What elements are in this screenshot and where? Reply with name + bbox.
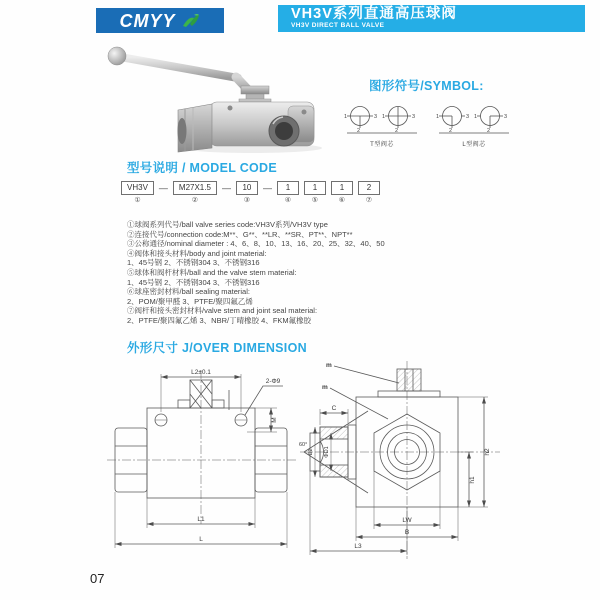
page-title-banner — [278, 5, 585, 32]
symbol-l-caption: L型阀芯 — [462, 142, 486, 148]
model-code-dash: — — [262, 183, 272, 193]
model-code-index: ② — [191, 197, 199, 204]
port-label: 1 — [436, 114, 440, 120]
symbol-group-t — [344, 102, 420, 148]
port-label: 1 — [344, 114, 348, 120]
model-code-box: VH3V — [121, 181, 154, 195]
model-code-index: ⑦ — [365, 197, 373, 204]
model-code-item — [173, 181, 217, 205]
note-line: ⑤球体和阀杆材料/ball and the valve stem material: — [127, 267, 297, 277]
dim-label-h1: h1 — [469, 476, 476, 484]
angle-label: 60° — [299, 442, 308, 448]
dim-label-l1: L1 — [197, 516, 205, 523]
model-code-box: 10 — [236, 181, 258, 195]
model-code-box: M27X1.5 — [173, 181, 217, 195]
side-view-svg — [298, 353, 503, 571]
page-number: 07 — [90, 571, 105, 586]
model-code-box: 1 — [277, 181, 299, 195]
dim-label-m: M — [271, 417, 278, 423]
dim-label-h2: h2 — [484, 448, 491, 456]
page-title-en: VH3V DIRECT BALL VALVE — [291, 22, 385, 29]
model-code-dash: — — [221, 183, 231, 193]
model-code-notes — [127, 220, 477, 326]
dim-label-c: C — [331, 405, 337, 412]
note-line: 1、45号钢 2、不锈钢304 3、不锈钢316 — [127, 258, 260, 268]
note-line: ②连接代号/connection code:M**、G**、**LR、**SR、PT**、NPT** — [127, 229, 353, 239]
model-code-row — [121, 181, 380, 205]
model-code-box: 2 — [358, 181, 380, 195]
dim-label-l2: L2±0.1 — [191, 369, 211, 376]
valve-photo-svg — [92, 44, 332, 156]
model-code-item — [236, 181, 258, 205]
front-view-svg — [105, 358, 300, 570]
model-code-box: 1 — [331, 181, 353, 195]
model-code-item — [358, 181, 380, 205]
model-code-index: ④ — [284, 197, 292, 204]
model-code-index: ① — [134, 197, 141, 204]
dim-label-d2: D2 — [308, 448, 314, 456]
note-line: 2、POM/聚甲醛 3、PTFE/聚四氟乙烯 — [127, 296, 253, 306]
note-line: ①球阀系列代号/ball valve series code:VH3V系列/VH3V type — [127, 220, 328, 229]
port-label: 2 — [395, 128, 399, 134]
model-code-item — [277, 181, 299, 205]
logo-bird-icon — [181, 12, 201, 30]
side-view-drawing — [298, 353, 503, 571]
dim-label-l: L — [199, 536, 203, 543]
dimension-heading: 外形尺寸 J/OVER DIMENSION — [127, 341, 307, 355]
model-code-item — [331, 181, 353, 205]
page-title-cn: VH3V系列直通高压球阀 — [291, 6, 457, 22]
port-label: 2 — [449, 128, 453, 134]
note-line: ④阀体和接头材料/body and joint material: — [127, 248, 267, 258]
dim-label-b: B — [404, 529, 410, 536]
symbol-group-l — [436, 102, 512, 148]
dim-label-holes: 2-Φ9 — [265, 378, 281, 385]
note-line: ⑦阀杆和接头密封材料/valve stem and joint seal material: — [127, 306, 318, 316]
label-hex-thread: m — [322, 384, 328, 391]
label-stem-thread: m — [326, 362, 332, 369]
model-code-heading: 型号说明 / MODEL CODE — [127, 161, 278, 175]
model-code-dash: — — [158, 183, 168, 193]
symbol-section-heading: 图形符号/SYMBOL: — [369, 79, 484, 93]
model-code-box: 1 — [304, 181, 326, 195]
dim-label-lw: LW — [402, 517, 412, 524]
model-code-index: ⑤ — [311, 197, 319, 204]
port-label: 1 — [382, 114, 386, 120]
port-label: 3 — [412, 114, 416, 120]
port-label: 3 — [466, 114, 470, 120]
model-code-item — [121, 181, 154, 205]
port-label: 2 — [357, 128, 361, 134]
front-view-drawing — [105, 358, 300, 570]
port-label: 3 — [374, 114, 378, 120]
symbol-t-svg — [344, 102, 420, 138]
port-label: 3 — [504, 114, 508, 120]
model-code-index: ③ — [243, 197, 251, 204]
symbol-t-caption: T型阀芯 — [370, 142, 394, 148]
note-line: ⑥球座密封材料/ball sealing material: — [127, 287, 250, 297]
port-label: 1 — [474, 114, 478, 120]
dim-label-d1: ΦD1 — [324, 446, 330, 458]
port-label: 2 — [487, 128, 491, 134]
brand-logo-text: CMYY — [119, 10, 176, 31]
note-line: 1、45号钢 2、不锈钢304 3、不锈钢316 — [127, 277, 260, 287]
symbol-diagrams — [344, 102, 512, 148]
dim-label-l3: L3 — [354, 543, 362, 550]
note-line: ③公称通径/nominal diameter : 4、6、8、10、13、16、20、25、32、40、50 — [127, 239, 385, 249]
model-code-item — [304, 181, 326, 205]
note-line: 2、PTFE/聚四氟乙烯 3、NBR/丁晴橡胶 4、FKM氟橡胶 — [127, 315, 312, 325]
model-code-index: ⑥ — [338, 197, 346, 204]
valve-photo — [92, 44, 332, 156]
brand-logo — [96, 8, 224, 33]
symbol-l-svg — [436, 102, 512, 138]
